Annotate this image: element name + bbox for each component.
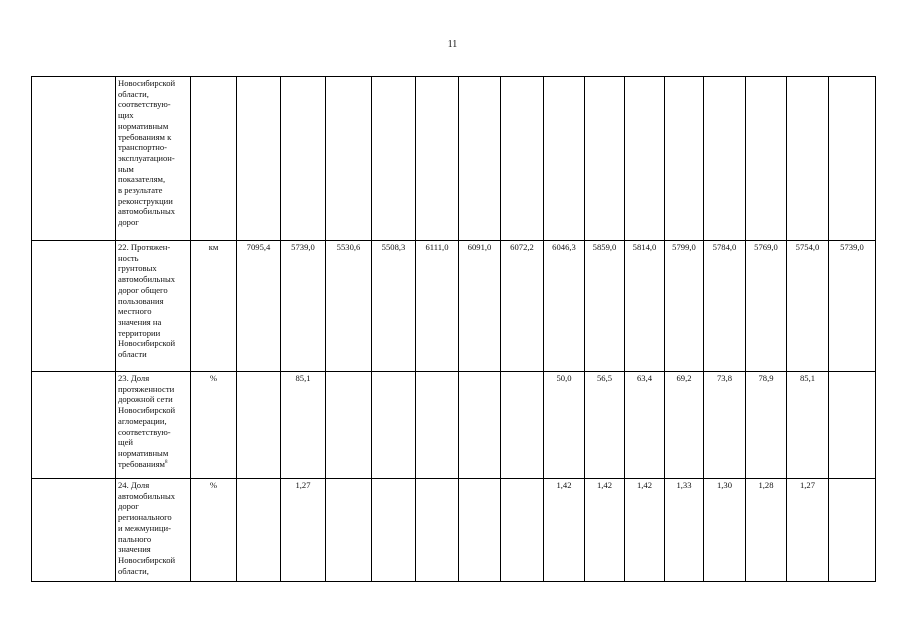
value-cell: 5739,0	[829, 241, 876, 372]
table-cell-blank	[32, 372, 116, 479]
value-cell	[326, 479, 372, 582]
indicator-name-text: 22. Протяжен- ность грунтовых автомобильных дорог общего пользования местного значения на территории Новосибирской области	[118, 242, 176, 360]
value-cell: 1,33	[665, 479, 704, 582]
value-cell	[416, 372, 459, 479]
value-cell: 6091,0	[459, 241, 501, 372]
value-cell: 5739,0	[281, 241, 326, 372]
value-cell	[704, 77, 746, 241]
value-cell: 5784,0	[704, 241, 746, 372]
table-row	[32, 77, 876, 241]
value-cell: 63,4	[625, 372, 665, 479]
value-cell: 56,5	[585, 372, 625, 479]
value-cell: 5530,6	[326, 241, 372, 372]
value-cell	[625, 77, 665, 241]
indicator-name	[116, 241, 191, 372]
value-cell: 1,42	[585, 479, 625, 582]
table-cell-blank	[32, 241, 116, 372]
value-cell	[544, 77, 585, 241]
value-cell: 78,9	[746, 372, 787, 479]
value-cell: 50,0	[544, 372, 585, 479]
value-cell	[459, 372, 501, 479]
value-cell	[829, 77, 876, 241]
value-cell: 85,1	[281, 372, 326, 479]
value-cell	[372, 77, 416, 241]
value-cell: 85,1	[787, 372, 829, 479]
table-row	[32, 241, 876, 372]
value-cell: 5859,0	[585, 241, 625, 372]
value-cell: 6046,3	[544, 241, 585, 372]
value-cell	[829, 372, 876, 479]
value-cell: 5754,0	[787, 241, 829, 372]
value-cell: 69,2	[665, 372, 704, 479]
value-cell: 1,42	[544, 479, 585, 582]
unit-cell: %	[191, 372, 237, 479]
value-cell	[829, 479, 876, 582]
value-cell	[416, 77, 459, 241]
value-cell	[281, 77, 326, 241]
value-cell	[372, 372, 416, 479]
unit-cell: %	[191, 479, 237, 582]
value-cell	[585, 77, 625, 241]
value-cell	[501, 372, 544, 479]
value-cell: 7095,4	[237, 241, 281, 372]
value-cell	[237, 77, 281, 241]
footnote-marker: 8	[165, 459, 168, 465]
indicator-table	[31, 76, 876, 582]
indicator-name	[116, 479, 191, 582]
table-row	[32, 372, 876, 479]
value-cell: 1,30	[704, 479, 746, 582]
value-cell: 5799,0	[665, 241, 704, 372]
page-number: 11	[447, 39, 458, 50]
table-cell-blank	[32, 77, 116, 241]
value-cell: 5508,3	[372, 241, 416, 372]
value-cell	[746, 77, 787, 241]
value-cell: 6111,0	[416, 241, 459, 372]
value-cell	[501, 77, 544, 241]
indicator-name-text: 23. Доля протяженности дорожной сети Новосибирской агломерации, соответствую- щей нормативным требованиям	[118, 373, 176, 469]
indicator-name	[116, 372, 191, 479]
value-cell: 1,42	[625, 479, 665, 582]
unit-cell	[191, 77, 237, 241]
table-cell-blank	[32, 479, 116, 582]
value-cell: 6072,2	[501, 241, 544, 372]
value-cell	[237, 479, 281, 582]
value-cell	[326, 77, 372, 241]
value-cell: 5814,0	[625, 241, 665, 372]
value-cell	[501, 479, 544, 582]
indicator-name-text: 24. Доля автомобильных дорог регионального и межмуници- пального значения Новосибирской области,	[118, 480, 176, 576]
value-cell	[237, 372, 281, 479]
value-cell: 73,8	[704, 372, 746, 479]
indicator-name	[116, 77, 191, 241]
indicator-name-text: Новосибирской области, соответствую- щих нормативным требованиям к транспортно- эксплуатацион- ным показателям, в результате реконструкции автомобильных дорог	[118, 78, 176, 228]
value-cell: 1,27	[281, 479, 326, 582]
value-cell	[459, 479, 501, 582]
value-cell	[787, 77, 829, 241]
value-cell: 1,27	[787, 479, 829, 582]
value-cell: 1,28	[746, 479, 787, 582]
unit-cell: км	[191, 241, 237, 372]
table-row	[32, 479, 876, 582]
value-cell	[326, 372, 372, 479]
value-cell	[416, 479, 459, 582]
value-cell	[665, 77, 704, 241]
value-cell	[459, 77, 501, 241]
value-cell	[372, 479, 416, 582]
value-cell: 5769,0	[746, 241, 787, 372]
